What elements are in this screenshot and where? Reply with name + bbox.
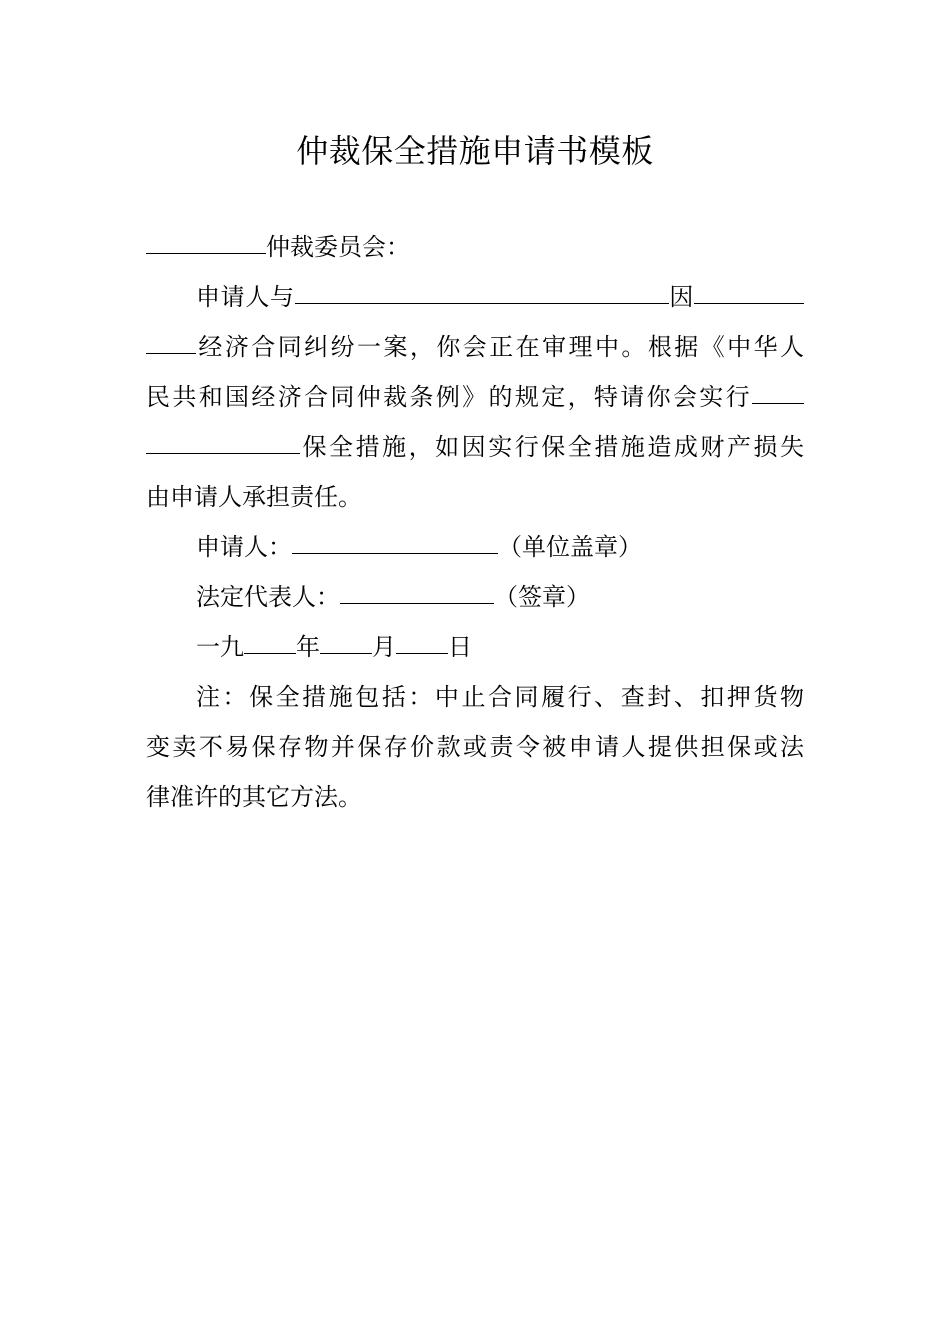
para1-line-5 xyxy=(146,472,804,522)
note-text-2: 变卖不易保存物并保存价款或责令被申请人提供担保或法 xyxy=(146,733,804,761)
applicant-label: 申请人： xyxy=(196,533,292,561)
note-line-3 xyxy=(146,772,804,822)
note-line-2 xyxy=(146,722,804,772)
date-year: 年 xyxy=(296,633,320,661)
day-blank xyxy=(396,652,448,654)
para1-text-5: 由申请人承担责任。 xyxy=(146,483,362,511)
committee-name-blank xyxy=(146,252,266,254)
reason-blank-1 xyxy=(694,302,804,304)
document-body xyxy=(146,222,804,822)
para1-line-1 xyxy=(146,272,804,322)
para1-line-4 xyxy=(146,422,804,472)
note-text-3: 律准许的其它方法。 xyxy=(146,783,362,811)
measure-blank-1 xyxy=(752,402,804,404)
note-line-1 xyxy=(146,672,804,722)
para1-text-2: 经济合同纠纷一案，你会正在审理中。根据《中华人 xyxy=(196,333,804,361)
applicant-note: （单位盖章） xyxy=(498,533,642,561)
representative-note: （签章） xyxy=(494,583,590,611)
year-blank xyxy=(244,652,296,654)
representative-label: 法定代表人： xyxy=(196,583,340,611)
respondent-blank xyxy=(295,302,669,304)
representative-blank xyxy=(340,602,494,604)
document-title: 仲裁保全措施申请书模板 xyxy=(296,132,654,170)
applicant-line xyxy=(146,522,804,572)
para1-text-a: 申请人与 xyxy=(196,283,295,311)
date-month: 月 xyxy=(372,633,396,661)
para1-text-b: 因 xyxy=(668,283,695,311)
salutation-line xyxy=(146,222,804,272)
measure-blank-2 xyxy=(146,452,300,454)
representative-line xyxy=(146,572,804,622)
date-line xyxy=(146,622,804,672)
para1-text-4: 保全措施，如因实行保全措施造成财产损失 xyxy=(300,433,804,461)
note-text-1: 注：保全措施包括：中止合同履行、查封、扣押货物 xyxy=(196,683,804,711)
reason-blank-2 xyxy=(146,352,196,354)
para1-line-2 xyxy=(146,322,804,372)
month-blank xyxy=(320,652,372,654)
salutation-text: 仲裁委员会： xyxy=(266,233,410,261)
para1-line-3 xyxy=(146,372,804,422)
applicant-blank xyxy=(292,552,498,554)
para1-text-3: 民共和国经济合同仲裁条例》的规定，特请你会实行 xyxy=(146,383,752,411)
date-prefix: 一九 xyxy=(196,633,244,661)
date-day: 日 xyxy=(448,633,472,661)
